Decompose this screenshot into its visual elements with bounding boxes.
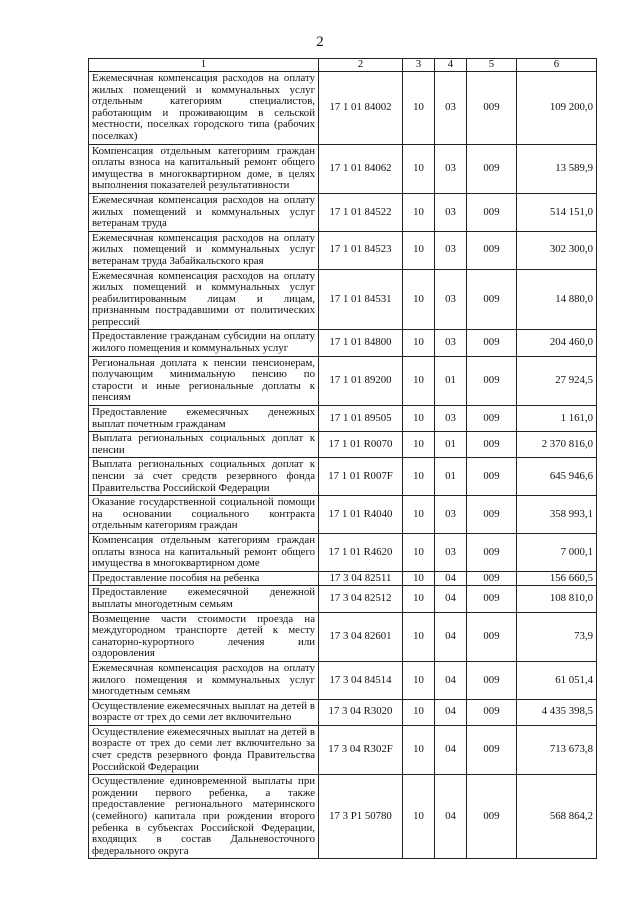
row-subsection-cell: 03 [435, 193, 467, 231]
row-name-cell: Ежемесячная компенсация расходов на оплату жилых помещений и коммунальных услуг ветеранам труда Забайкальского края [89, 231, 319, 269]
table-row [89, 231, 597, 269]
column-header: 3 [403, 59, 435, 72]
table-row [89, 330, 597, 356]
row-subsection-cell: 03 [435, 496, 467, 534]
row-group-cell: 009 [467, 330, 517, 356]
row-amount-cell: 302 300,0 [517, 231, 597, 269]
table-row [89, 661, 597, 699]
row-code-cell: 17 1 01 R007F [319, 458, 403, 496]
row-group-cell: 009 [467, 496, 517, 534]
row-amount-cell: 61 051,4 [517, 661, 597, 699]
row-name-cell: Ежемесячная компенсация расходов на оплату жилых помещений и коммунальных услуг реабилитированным лицам и лицам, признанным пострадавшими от политических репрессий [89, 269, 319, 330]
row-name-cell: Региональная доплата к пенсии пенсионерам, получающим минимальную пенсию по старости и иные региональные доплаты к пенсиям [89, 356, 319, 405]
row-section-cell: 10 [403, 661, 435, 699]
row-name-cell: Ежемесячная компенсация расходов на оплату жилых помещений и коммунальных услуг отдельным категориям специалистов, работающим и проживающим в сельской местности, поселках городского типа (рабочих поселках) [89, 72, 319, 145]
row-code-cell: 17 3 04 R3020 [319, 699, 403, 725]
row-amount-cell: 7 000,1 [517, 533, 597, 571]
table-row [89, 699, 597, 725]
row-group-cell: 009 [467, 356, 517, 405]
row-subsection-cell: 03 [435, 144, 467, 193]
row-subsection-cell: 01 [435, 432, 467, 458]
row-code-cell: 17 1 01 84062 [319, 144, 403, 193]
row-subsection-cell: 03 [435, 231, 467, 269]
table-row [89, 144, 597, 193]
row-subsection-cell: 04 [435, 612, 467, 661]
row-section-cell: 10 [403, 193, 435, 231]
row-code-cell: 17 1 01 89200 [319, 356, 403, 405]
row-subsection-cell: 01 [435, 356, 467, 405]
row-group-cell: 009 [467, 612, 517, 661]
row-name-cell: Предоставление ежемесячных денежных выплат почетным гражданам [89, 406, 319, 432]
row-section-cell: 10 [403, 356, 435, 405]
header-row [89, 59, 597, 72]
column-header: 2 [319, 59, 403, 72]
row-code-cell: 17 3 04 R302F [319, 725, 403, 774]
row-amount-cell: 1 161,0 [517, 406, 597, 432]
table-row [89, 269, 597, 330]
page-number: 2 [316, 34, 324, 50]
row-name-cell: Предоставление гражданам субсидии на оплату жилого помещения и коммунальных услуг [89, 330, 319, 356]
row-code-cell: 17 3 04 84514 [319, 661, 403, 699]
row-section-cell: 10 [403, 432, 435, 458]
row-amount-cell: 27 924,5 [517, 356, 597, 405]
row-amount-cell: 4 435 398,5 [517, 699, 597, 725]
row-subsection-cell: 03 [435, 533, 467, 571]
row-code-cell: 17 1 01 R0070 [319, 432, 403, 458]
table-row [89, 72, 597, 145]
row-group-cell: 009 [467, 231, 517, 269]
row-subsection-cell: 04 [435, 725, 467, 774]
table-row [89, 432, 597, 458]
row-code-cell: 17 3 04 82512 [319, 586, 403, 612]
row-subsection-cell: 03 [435, 72, 467, 145]
row-name-cell: Оказание государственной социальной помощи на основании социального контракта отдельным категориям граждан [89, 496, 319, 534]
row-section-cell: 10 [403, 586, 435, 612]
row-section-cell: 10 [403, 775, 435, 859]
row-amount-cell: 156 660,5 [517, 571, 597, 586]
row-section-cell: 10 [403, 269, 435, 330]
row-section-cell: 10 [403, 72, 435, 145]
column-header: 5 [467, 59, 517, 72]
row-section-cell: 10 [403, 533, 435, 571]
row-code-cell: 17 1 01 R4040 [319, 496, 403, 534]
row-group-cell: 009 [467, 432, 517, 458]
row-name-cell: Ежемесячная компенсация расходов на оплату жилого помещения и коммунальных услуг многодетным семьям [89, 661, 319, 699]
row-amount-cell: 108 810,0 [517, 586, 597, 612]
row-code-cell: 17 3 04 82511 [319, 571, 403, 586]
row-subsection-cell: 04 [435, 775, 467, 859]
table-row [89, 725, 597, 774]
column-header: 6 [517, 59, 597, 72]
row-code-cell: 17 1 01 84531 [319, 269, 403, 330]
row-group-cell: 009 [467, 72, 517, 145]
row-amount-cell: 568 864,2 [517, 775, 597, 859]
row-subsection-cell: 04 [435, 571, 467, 586]
row-amount-cell: 2 370 816,0 [517, 432, 597, 458]
row-section-cell: 10 [403, 612, 435, 661]
row-section-cell: 10 [403, 571, 435, 586]
row-amount-cell: 109 200,0 [517, 72, 597, 145]
row-group-cell: 009 [467, 775, 517, 859]
row-subsection-cell: 03 [435, 269, 467, 330]
row-name-cell: Осуществление ежемесячных выплат на детей в возрасте от трех до семи лет включительно [89, 699, 319, 725]
row-section-cell: 10 [403, 699, 435, 725]
row-group-cell: 009 [467, 699, 517, 725]
row-code-cell: 17 3 04 82601 [319, 612, 403, 661]
row-group-cell: 009 [467, 571, 517, 586]
row-code-cell: 17 1 01 84800 [319, 330, 403, 356]
row-section-cell: 10 [403, 144, 435, 193]
row-section-cell: 10 [403, 330, 435, 356]
row-name-cell: Выплата региональных социальных доплат к пенсии за счет средств резервного фонда Правительства Российской Федерации [89, 458, 319, 496]
column-header: 1 [89, 59, 319, 72]
row-amount-cell: 713 673,8 [517, 725, 597, 774]
row-subsection-cell: 01 [435, 458, 467, 496]
row-subsection-cell: 03 [435, 330, 467, 356]
row-group-cell: 009 [467, 193, 517, 231]
row-code-cell: 17 1 01 89505 [319, 406, 403, 432]
row-amount-cell: 514 151,0 [517, 193, 597, 231]
row-name-cell: Компенсация отдельным категориям граждан оплаты взноса на капитальный ремонт общего имущества в многоквартирном доме [89, 533, 319, 571]
row-section-cell: 10 [403, 725, 435, 774]
row-subsection-cell: 04 [435, 699, 467, 725]
row-group-cell: 009 [467, 269, 517, 330]
table-row [89, 612, 597, 661]
table-row [89, 458, 597, 496]
row-group-cell: 009 [467, 725, 517, 774]
row-name-cell: Компенсация отдельным категориям граждан оплаты взноса на капитальный ремонт общего имущества в многоквартирном доме, в целях выполнения показателей результативности [89, 144, 319, 193]
row-name-cell: Возмещение части стоимости проезда на междугородном транспорте детей к месту санаторно-курортного лечения или оздоровления [89, 612, 319, 661]
row-code-cell: 17 1 01 84523 [319, 231, 403, 269]
row-subsection-cell: 03 [435, 406, 467, 432]
row-section-cell: 10 [403, 458, 435, 496]
row-code-cell: 17 1 01 84002 [319, 72, 403, 145]
row-code-cell: 17 1 01 84522 [319, 193, 403, 231]
row-name-cell: Выплата региональных социальных доплат к пенсии [89, 432, 319, 458]
budget-table [88, 58, 597, 859]
row-group-cell: 009 [467, 661, 517, 699]
row-group-cell: 009 [467, 533, 517, 571]
row-code-cell: 17 3 P1 50780 [319, 775, 403, 859]
table-row [89, 496, 597, 534]
row-amount-cell: 358 993,1 [517, 496, 597, 534]
row-code-cell: 17 1 01 R4620 [319, 533, 403, 571]
row-section-cell: 10 [403, 496, 435, 534]
row-amount-cell: 13 589,9 [517, 144, 597, 193]
row-group-cell: 009 [467, 458, 517, 496]
row-name-cell: Ежемесячная компенсация расходов на оплату жилых помещений и коммунальных услуг ветеранам труда [89, 193, 319, 231]
table-row [89, 571, 597, 586]
row-name-cell: Предоставление ежемесячной денежной выплаты многодетным семьям [89, 586, 319, 612]
row-name-cell: Предоставление пособия на ребенка [89, 571, 319, 586]
table-row [89, 356, 597, 405]
column-header: 4 [435, 59, 467, 72]
table-row [89, 193, 597, 231]
row-name-cell: Осуществление ежемесячных выплат на детей в возрасте от трех до семи лет включительно за счет средств резервного фонда Правительства Российской Федерации [89, 725, 319, 774]
table-row [89, 533, 597, 571]
row-section-cell: 10 [403, 406, 435, 432]
table-row [89, 586, 597, 612]
row-group-cell: 009 [467, 586, 517, 612]
table-row [89, 406, 597, 432]
row-name-cell: Осуществление единовременной выплаты при рождении первого ребенка, а также предоставление регионального материнского (семейного) капитала при рождении второго ребенка в субъектах Российской Федерации, входящих в состав Дальневосточного федерального округа [89, 775, 319, 859]
row-subsection-cell: 04 [435, 661, 467, 699]
row-amount-cell: 14 880,0 [517, 269, 597, 330]
table-row [89, 775, 597, 859]
row-group-cell: 009 [467, 406, 517, 432]
row-amount-cell: 645 946,6 [517, 458, 597, 496]
row-section-cell: 10 [403, 231, 435, 269]
row-amount-cell: 204 460,0 [517, 330, 597, 356]
row-amount-cell: 73,9 [517, 612, 597, 661]
row-subsection-cell: 04 [435, 586, 467, 612]
row-group-cell: 009 [467, 144, 517, 193]
